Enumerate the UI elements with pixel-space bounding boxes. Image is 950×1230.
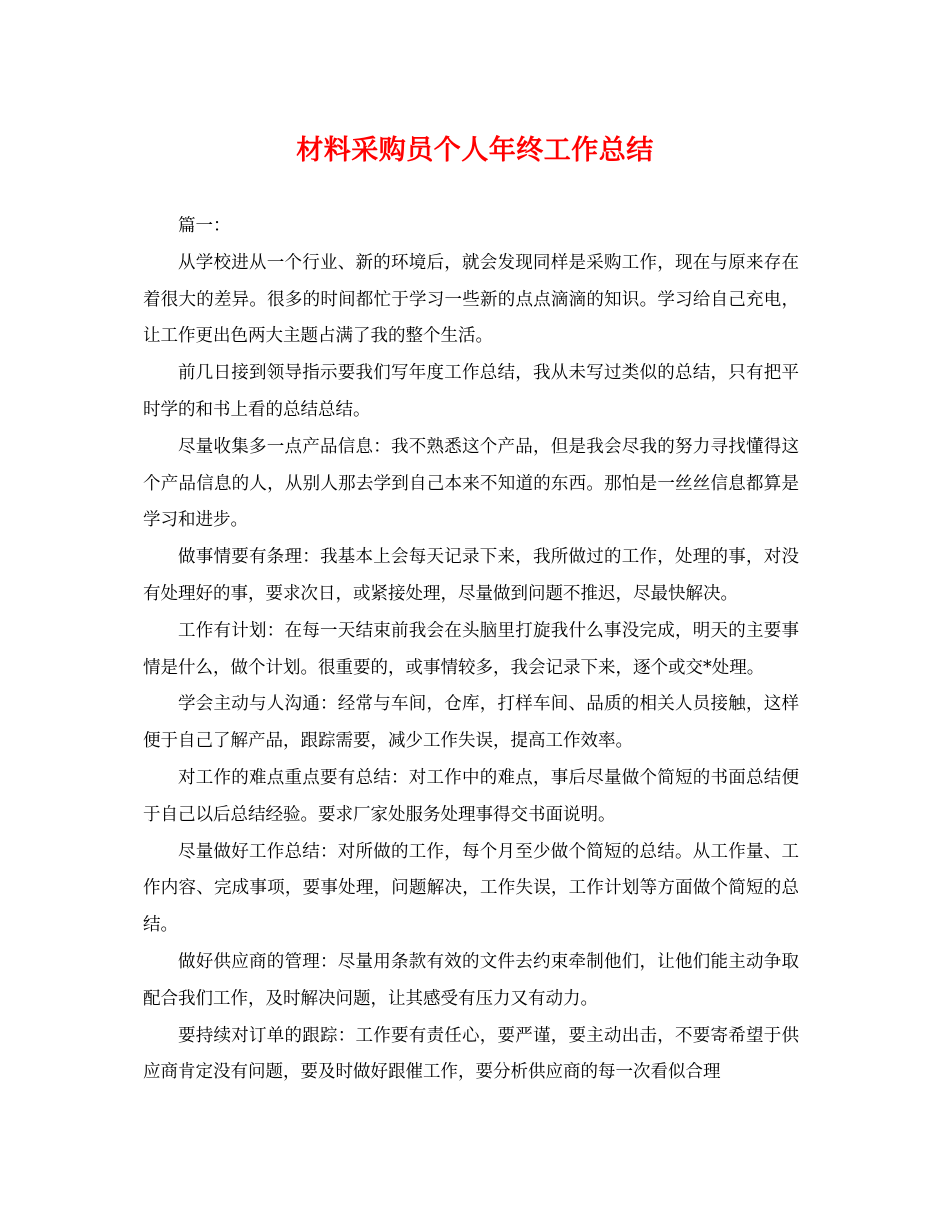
paragraph: 对工作的难点重点要有总结：对工作中的难点，事后尽量做个简短的书面总结便于自己以后总结经验。要求厂家处服务处理事得交书面说明。 [143, 767, 799, 825]
paragraph: 前几日接到领导指示要我们写年度工作总结，我从未写过类似的总结，只有把平时学的和书上看的总结总结。 [143, 363, 799, 420]
paragraph: 做好供应商的管理：尽量用条款有效的文件去约束牵制他们，让他们能主动争取配合我们工作，及时解决问题，让其感受有压力又有动力。 [143, 951, 799, 1009]
paragraph: 做事情要有条理：我基本上会每天记录下来，我所做过的工作，处理的事，对没有处理好的事，要求次日，或紧接处理，尽量做到问题不推迟，尽最快解决。 [143, 547, 799, 604]
document-body [143, 208, 799, 1091]
paragraph: 工作有计划：在每一天结束前我会在头脑里打旋我什么事没完成，明天的主要事情是什么，做个计划。很重要的，或事情较多，我会记录下来，逐个或交*处理。 [143, 620, 799, 678]
paragraph: 从学校进从一个行业、新的环境后，就会发现同样是采购工作，现在与原来存在着很大的差异。很多的时间都忙于学习一些新的点点滴滴的知识。学习给自己充电，让工作更出色两大主题占满了我的整个生活。 [143, 252, 799, 347]
document-title: 材料采购员个人年终工作总结 [296, 135, 654, 166]
paragraph: 尽量做好工作总结：对所做的工作，每个月至少做个简短的总结。从工作量、工作内容、完成事项，要事处理，问题解决，工作失误，工作计划等方面做个简短的总结。 [143, 841, 799, 936]
paragraph: 篇一： [178, 216, 231, 236]
paragraph: 学会主动与人沟通：经常与车间，仓库，打样车间、品质的相关人员接触，这样便于自己了解产品，跟踪需要，减少工作失误，提高工作效率。 [143, 694, 799, 752]
paragraph: 尽量收集多一点产品信息：我不熟悉这个产品，但是我会尽我的努力寻找懂得这个产品信息的人，从别人那去学到自己本来不知道的东西。那怕是一丝丝信息都算是学习和进步。 [143, 436, 799, 531]
paragraph: 要持续对订单的跟踪：工作要有责任心，要严谨，要主动出击，不要寄希望于供应商肯定没有问题，要及时做好跟催工作，要分析供应商的每一次看似合理 [143, 1025, 799, 1083]
